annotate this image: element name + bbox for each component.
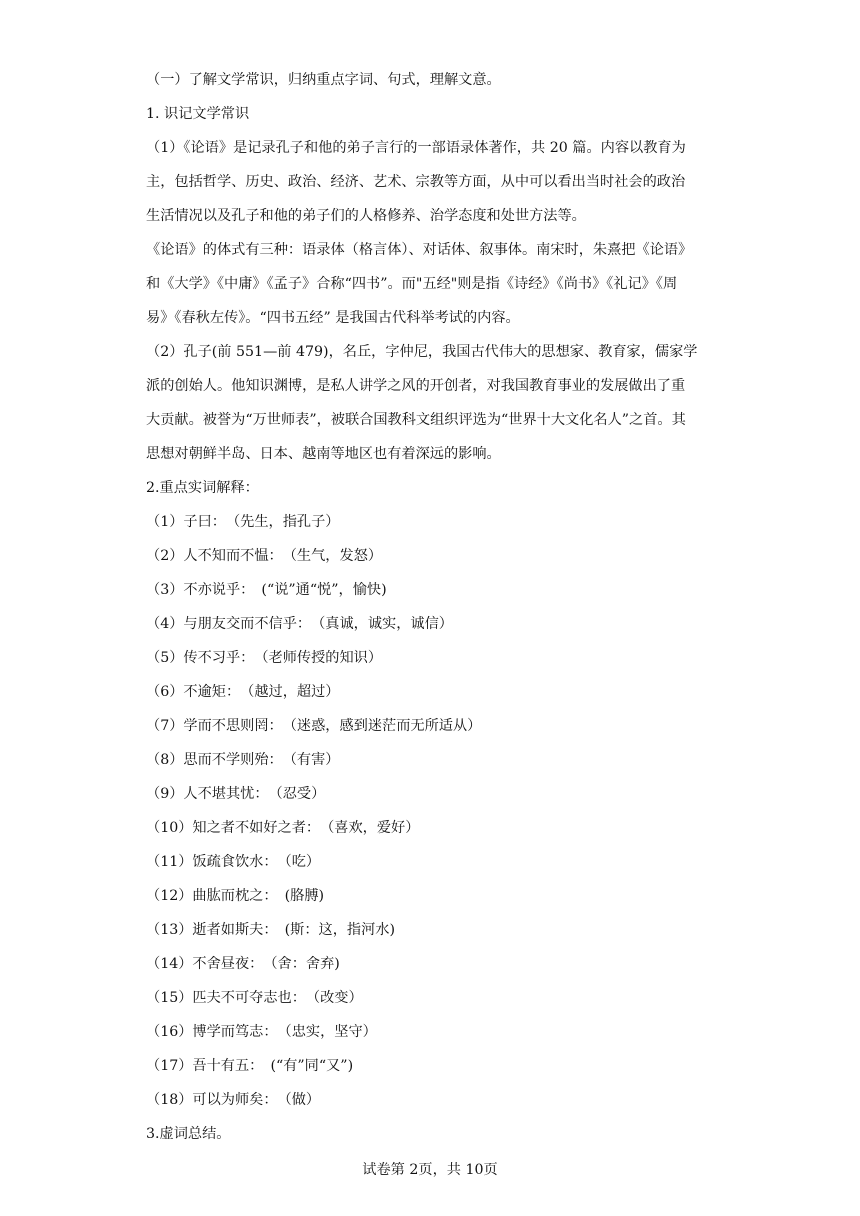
vocab-item: （5）传不习乎： （老师传授的知识） — [146, 650, 383, 666]
vocab-item: （17）吾十有五： (“有”同“又”) — [146, 1058, 354, 1074]
vocab-item: （16）博学而笃志： （忠实，坚守） — [146, 1024, 377, 1040]
part3-heading: 3.虚词总结。 — [146, 1126, 231, 1142]
paragraph-lunyu-line-3: 生活情况以及孔子和他的弟子们的人格修养、治学态度和处世方法等。 — [146, 208, 586, 224]
vocab-item: （8）思而不学则殆： （有害） — [146, 752, 340, 768]
paragraph-confucius-line-2: 派的创始人。他知识渊博，是私人讲学之风的开创者，对我国教育事业的发展做出了重 — [146, 378, 686, 394]
part2-heading: 2.重点实词解释： — [146, 480, 259, 496]
vocab-item: （1）子曰： （先生，指孔子） — [146, 514, 340, 530]
vocab-item: （18）可以为师矣： （做） — [146, 1092, 321, 1108]
vocab-item: （7）学而不思则罔： （迷惑，感到迷茫而无所适从） — [146, 718, 482, 734]
paragraph-lunyu-line-2: 主，包括哲学、历史、政治、经济、艺术、宗教等方面，从中可以看出当时社会的政治 — [146, 174, 686, 190]
paragraph-confucius-line-4: 思想对朝鲜半岛、日本、越南等地区也有着深远的影响。 — [146, 446, 501, 462]
paragraph-confucius-line-3: 大贡献。被誉为“万世师表”，被联合国教科文组织评选为“世界十大文化名人”之首。其 — [146, 412, 686, 428]
paragraph-lunyu-line-1: （1）《论语》是记录孔子和他的弟子言行的一部语录体著作，共 20 篇。内容以教育为 — [146, 140, 686, 156]
paragraph-style-line-1: 《论语》的体式有三种：语录体（格言体）、对话体、叙事体。南宋时，朱熹把《论语》 — [146, 242, 693, 258]
paragraph-style-line-2: 和《大学》《中庸》《孟子》合称“四书”。而"五经"则是指《诗经》《尚书》《礼记》《周 — [146, 276, 678, 292]
vocab-item: （9）人不堪其忧： （忍受） — [146, 786, 326, 802]
vocab-item: （6）不逾矩： （越过，超过） — [146, 684, 340, 700]
paragraph-style-line-3: 易》《春秋左传》。“四书五经” 是我国古代科举考试的内容。 — [146, 310, 520, 326]
vocab-item: （13）逝者如斯夫： (斯：这，指河水) — [146, 922, 396, 938]
section-heading: （一）了解文学常识，归纳重点字词、句式，理解文意。 — [146, 72, 501, 88]
vocab-item: （11）饭疏食饮水： （吃） — [146, 854, 321, 870]
vocab-item: （4）与朋友交而不信乎： （真诚，诚实，诚信） — [146, 616, 453, 632]
paragraph-confucius-line-1: （2）孔子(前 551—前 479)，名丘，字仲尼，我国古代伟大的思想家、教育家，儒家学 — [146, 344, 698, 360]
vocab-item: （14）不舍昼夜： （舍：舍弃) — [146, 956, 340, 972]
vocab-item: （10）知之者不如好之者： （喜欢，爱好） — [146, 820, 420, 836]
vocab-item: （3）不亦说乎： (“说”通“悦”，愉快) — [146, 582, 387, 598]
vocab-item: （15）匹夫不可夺志也： （改变） — [146, 990, 363, 1006]
vocab-item: （12）曲肱而枕之： (胳膊) — [146, 888, 325, 904]
vocab-item: （2）人不知而不愠： （生气，发怒） — [146, 548, 383, 564]
part1-heading: 1. 识记文学常识 — [146, 106, 250, 122]
page-footer: 试卷第 2页，共 10页 — [362, 1162, 498, 1178]
